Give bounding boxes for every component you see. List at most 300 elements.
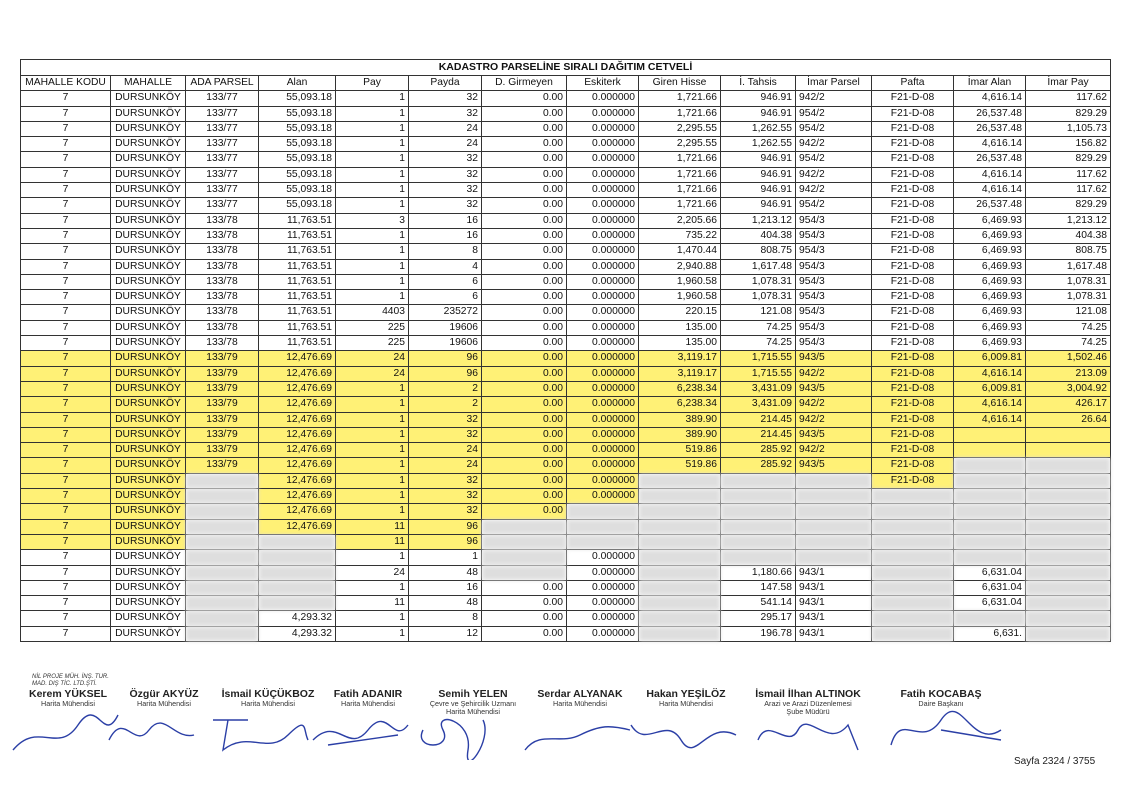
table-cell: 1,262.55 <box>721 137 796 152</box>
table-cell: 235272 <box>409 305 482 320</box>
table-cell: 133/79 <box>186 381 259 396</box>
table-cell: 11 <box>336 519 409 534</box>
table-cell: 4,616.14 <box>954 397 1026 412</box>
table-cell: F21-D-08 <box>872 336 954 351</box>
table-cell: 133/77 <box>186 167 259 182</box>
table-cell: 0.000000 <box>567 351 639 366</box>
table-cell: 1,721.66 <box>639 152 721 167</box>
table-row <box>21 137 1111 152</box>
table-cell <box>1026 626 1111 641</box>
distribution-table-sheet <box>20 59 1107 642</box>
table-cell: 11,763.51 <box>259 213 336 228</box>
table-cell: 6,469.93 <box>954 305 1026 320</box>
table-cell: 0.000000 <box>567 121 639 136</box>
table-cell: 2 <box>409 381 482 396</box>
table-cell: 1,721.66 <box>639 106 721 121</box>
signer-title-2: Şube Müdürü <box>786 707 830 716</box>
table-cell: 133/79 <box>186 412 259 427</box>
table-cell: 24 <box>336 366 409 381</box>
table-cell: 954/3 <box>796 336 872 351</box>
table-cell: 214.45 <box>721 412 796 427</box>
table-cell: 0.000000 <box>567 550 639 565</box>
signer-title: Harita Mühendisi <box>137 699 191 708</box>
distribution-table <box>20 59 1111 642</box>
table-cell: 55,093.18 <box>259 121 336 136</box>
signer-title: Çevre ve Şehircilik Uzmanı <box>429 699 517 708</box>
table-cell: DURSUNKÖY <box>111 351 186 366</box>
table-cell: DURSUNKÖY <box>111 611 186 626</box>
table-cell: 12,476.69 <box>259 504 336 519</box>
table-cell: 2,295.55 <box>639 137 721 152</box>
table-cell: 133/79 <box>186 458 259 473</box>
table-cell <box>954 534 1026 549</box>
firm-name <box>32 674 109 688</box>
table-cell <box>186 596 259 611</box>
table-cell: 0.000000 <box>567 443 639 458</box>
table-cell: 7 <box>21 534 111 549</box>
table-cell: 1,180.66 <box>721 565 796 580</box>
table-cell: 943/1 <box>796 626 872 641</box>
table-cell: 0.00 <box>482 183 567 198</box>
table-cell: F21-D-08 <box>872 198 954 213</box>
table-header-row <box>21 76 1111 91</box>
table-cell: 1,721.66 <box>639 183 721 198</box>
table-cell: F21-D-08 <box>872 381 954 396</box>
table-cell <box>954 458 1026 473</box>
table-cell: 7 <box>21 228 111 243</box>
table-cell: 12,476.69 <box>259 412 336 427</box>
table-cell: 135.00 <box>639 336 721 351</box>
table-cell: F21-D-08 <box>872 106 954 121</box>
table-cell: DURSUNKÖY <box>111 152 186 167</box>
table-cell: 32 <box>409 167 482 182</box>
table-cell: 3,119.17 <box>639 351 721 366</box>
table-cell <box>872 626 954 641</box>
table-cell: 1 <box>336 504 409 519</box>
table-cell: 1 <box>336 611 409 626</box>
table-cell: 1,078.31 <box>1026 274 1111 289</box>
signer-block <box>213 688 323 708</box>
column-header: MAHALLE <box>111 76 186 91</box>
table-cell: 8 <box>409 611 482 626</box>
table-cell: 943/5 <box>796 351 872 366</box>
table-cell: 4,616.14 <box>954 167 1026 182</box>
table-cell: 0.000000 <box>567 305 639 320</box>
table-cell <box>186 565 259 580</box>
table-cell: 1 <box>336 259 409 274</box>
table-cell: 6 <box>409 290 482 305</box>
table-cell: DURSUNKÖY <box>111 626 186 641</box>
table-cell: 7 <box>21 106 111 121</box>
table-cell: DURSUNKÖY <box>111 427 186 442</box>
table-cell: 808.75 <box>1026 244 1111 259</box>
table-cell: F21-D-08 <box>872 351 954 366</box>
table-cell: F21-D-08 <box>872 137 954 152</box>
table-cell: 0.000000 <box>567 137 639 152</box>
table-cell <box>1026 534 1111 549</box>
table-cell <box>186 580 259 595</box>
table-cell <box>796 504 872 519</box>
table-row <box>21 611 1111 626</box>
table-cell: 0.00 <box>482 259 567 274</box>
signature-block <box>18 672 1108 791</box>
table-cell: 2,205.66 <box>639 213 721 228</box>
table-cell: 0.00 <box>482 412 567 427</box>
table-cell: 11,763.51 <box>259 259 336 274</box>
table-cell: 11,763.51 <box>259 228 336 243</box>
signer-title: Harita Mühendisi <box>241 699 295 708</box>
table-cell: 1 <box>336 152 409 167</box>
table-cell: 133/77 <box>186 121 259 136</box>
table-cell <box>639 596 721 611</box>
table-row <box>21 259 1111 274</box>
table-cell: 12,476.69 <box>259 473 336 488</box>
table-cell: DURSUNKÖY <box>111 121 186 136</box>
table-cell: 0.000000 <box>567 152 639 167</box>
table-cell: 32 <box>409 473 482 488</box>
table-cell: 829.29 <box>1026 152 1111 167</box>
table-cell: 0.00 <box>482 351 567 366</box>
table-cell: 943/1 <box>796 596 872 611</box>
table-cell: DURSUNKÖY <box>111 167 186 182</box>
table-cell <box>482 565 567 580</box>
column-header: Pay <box>336 76 409 91</box>
table-cell: 943/5 <box>796 427 872 442</box>
table-cell <box>954 550 1026 565</box>
table-row <box>21 121 1111 136</box>
table-cell: 32 <box>409 152 482 167</box>
table-cell: 0.00 <box>482 198 567 213</box>
table-cell: 1 <box>336 626 409 641</box>
table-cell: 1,470.44 <box>639 244 721 259</box>
table-cell: 0.00 <box>482 167 567 182</box>
table-cell: 954/3 <box>796 259 872 274</box>
table-cell: 6,469.93 <box>954 213 1026 228</box>
table-cell: 24 <box>409 458 482 473</box>
table-row <box>21 183 1111 198</box>
table-cell: 7 <box>21 565 111 580</box>
table-cell: DURSUNKÖY <box>111 596 186 611</box>
table-cell: 55,093.18 <box>259 198 336 213</box>
table-cell: 1,715.55 <box>721 366 796 381</box>
table-cell: 1 <box>336 198 409 213</box>
table-cell: 3,431.09 <box>721 397 796 412</box>
table-cell: 946.91 <box>721 91 796 106</box>
table-row <box>21 596 1111 611</box>
table-cell: DURSUNKÖY <box>111 519 186 534</box>
table-row <box>21 336 1111 351</box>
table-cell: 7 <box>21 137 111 152</box>
table-cell: 214.45 <box>721 427 796 442</box>
table-cell: 6,631. <box>954 626 1026 641</box>
table-cell: 12,476.69 <box>259 397 336 412</box>
table-cell <box>872 489 954 504</box>
table-cell: DURSUNKÖY <box>111 412 186 427</box>
table-cell: 7 <box>21 152 111 167</box>
table-cell: 0.00 <box>482 152 567 167</box>
signer-block <box>13 688 123 708</box>
table-cell: 2 <box>409 397 482 412</box>
table-cell: 4,616.14 <box>954 183 1026 198</box>
table-cell: 11 <box>336 534 409 549</box>
table-cell: 133/77 <box>186 106 259 121</box>
table-cell: 32 <box>409 106 482 121</box>
table-cell: 0.00 <box>482 290 567 305</box>
table-cell: 426.17 <box>1026 397 1111 412</box>
table-cell: 7 <box>21 626 111 641</box>
table-cell: 32 <box>409 183 482 198</box>
table-cell: 1 <box>336 580 409 595</box>
table-cell: 7 <box>21 611 111 626</box>
signer-name: İsmail KÜÇÜKBOZ <box>221 688 315 700</box>
table-cell: 1 <box>336 397 409 412</box>
table-cell: 0.000000 <box>567 397 639 412</box>
table-cell: 7 <box>21 473 111 488</box>
table-body <box>21 91 1111 642</box>
table-cell: 942/2 <box>796 183 872 198</box>
table-row <box>21 534 1111 549</box>
signer-name: Fatih KOCABAŞ <box>900 688 982 700</box>
table-cell: 16 <box>409 213 482 228</box>
table-cell <box>482 550 567 565</box>
table-cell: 32 <box>409 504 482 519</box>
table-cell: 225 <box>336 320 409 335</box>
table-cell: 6 <box>409 274 482 289</box>
table-cell: 4,293.32 <box>259 611 336 626</box>
table-cell: 0.000000 <box>567 381 639 396</box>
table-cell: F21-D-08 <box>872 183 954 198</box>
table-cell: 1,721.66 <box>639 198 721 213</box>
table-cell: 1,213.12 <box>721 213 796 228</box>
table-cell: 11,763.51 <box>259 305 336 320</box>
table-cell: DURSUNKÖY <box>111 504 186 519</box>
table-cell: 121.08 <box>1026 305 1111 320</box>
table-cell: DURSUNKÖY <box>111 244 186 259</box>
table-cell: 133/78 <box>186 336 259 351</box>
table-cell: 6,469.93 <box>954 228 1026 243</box>
table-cell <box>259 534 336 549</box>
table-row <box>21 106 1111 121</box>
table-cell <box>872 580 954 595</box>
table-cell: 954/3 <box>796 320 872 335</box>
table-cell: 225 <box>336 336 409 351</box>
table-cell: 0.000000 <box>567 198 639 213</box>
table-cell: 954/3 <box>796 213 872 228</box>
table-cell <box>186 534 259 549</box>
table-cell <box>567 519 639 534</box>
table-cell <box>186 504 259 519</box>
table-cell: DURSUNKÖY <box>111 305 186 320</box>
table-cell: 11,763.51 <box>259 244 336 259</box>
table-cell: 6,469.93 <box>954 274 1026 289</box>
table-cell: 942/2 <box>796 137 872 152</box>
table-cell: 3 <box>336 213 409 228</box>
table-cell: 0.00 <box>482 443 567 458</box>
table-cell: DURSUNKÖY <box>111 534 186 549</box>
table-row <box>21 351 1111 366</box>
table-cell: 117.62 <box>1026 183 1111 198</box>
table-cell: 12,476.69 <box>259 443 336 458</box>
table-cell: 7 <box>21 580 111 595</box>
table-cell: DURSUNKÖY <box>111 366 186 381</box>
table-cell: 1 <box>336 244 409 259</box>
column-header: D. Girmeyen <box>482 76 567 91</box>
table-cell: 74.25 <box>721 336 796 351</box>
table-cell <box>872 504 954 519</box>
table-cell <box>954 473 1026 488</box>
column-header: İmar Pay <box>1026 76 1111 91</box>
table-cell <box>639 534 721 549</box>
table-cell: 7 <box>21 504 111 519</box>
column-header: MAHALLE KODU <box>21 76 111 91</box>
table-cell: 954/2 <box>796 152 872 167</box>
table-cell: 133/79 <box>186 427 259 442</box>
table-cell: 1,721.66 <box>639 167 721 182</box>
table-cell: 6,631.04 <box>954 565 1026 580</box>
table-cell: 4,616.14 <box>954 137 1026 152</box>
table-cell: 55,093.18 <box>259 91 336 106</box>
table-cell: 1 <box>336 137 409 152</box>
table-cell <box>639 626 721 641</box>
table-cell <box>1026 458 1111 473</box>
table-cell: 0.000000 <box>567 290 639 305</box>
table-cell: 404.38 <box>1026 228 1111 243</box>
table-cell: 943/5 <box>796 458 872 473</box>
table-cell <box>259 580 336 595</box>
signer-title: Harita Mühendisi <box>659 699 713 708</box>
table-cell <box>872 519 954 534</box>
table-cell: 829.29 <box>1026 106 1111 121</box>
table-cell: 7 <box>21 397 111 412</box>
table-cell: 1,213.12 <box>1026 213 1111 228</box>
table-row <box>21 412 1111 427</box>
table-cell: 0.000000 <box>567 167 639 182</box>
table-cell: 32 <box>409 489 482 504</box>
table-cell: DURSUNKÖY <box>111 565 186 580</box>
table-cell <box>567 534 639 549</box>
table-row <box>21 381 1111 396</box>
page-number: Sayfa 2324 / 3755 <box>1014 756 1096 767</box>
table-cell <box>186 519 259 534</box>
table-cell: 0.00 <box>482 228 567 243</box>
table-cell: 295.17 <box>721 611 796 626</box>
signer-block <box>525 688 635 708</box>
table-cell: 24 <box>336 565 409 580</box>
table-cell: F21-D-08 <box>872 121 954 136</box>
table-cell: 6,631.04 <box>954 596 1026 611</box>
table-row <box>21 91 1111 106</box>
table-cell: 7 <box>21 366 111 381</box>
table-cell: 942/2 <box>796 91 872 106</box>
table-cell: 1,960.58 <box>639 290 721 305</box>
table-cell: 6,238.34 <box>639 381 721 396</box>
table-cell: 121.08 <box>721 305 796 320</box>
table-cell: 48 <box>409 565 482 580</box>
column-header: Alan <box>259 76 336 91</box>
table-cell: 0.000000 <box>567 336 639 351</box>
table-cell: 943/1 <box>796 580 872 595</box>
table-cell: 0.00 <box>482 366 567 381</box>
table-cell: 55,093.18 <box>259 137 336 152</box>
table-row <box>21 580 1111 595</box>
table-cell: 0.000000 <box>567 427 639 442</box>
table-cell: F21-D-08 <box>872 305 954 320</box>
table-cell: 12,476.69 <box>259 366 336 381</box>
signer-block <box>886 688 996 708</box>
table-cell <box>639 519 721 534</box>
signer-name: Kerem YÜKSEL <box>28 688 107 700</box>
signer-name: Semih YELEN <box>438 688 508 700</box>
table-cell: DURSUNKÖY <box>111 106 186 121</box>
table-cell <box>186 473 259 488</box>
firm-line-1: NİL PROJE MÜH. İNŞ. TUR. <box>32 674 109 680</box>
table-cell: 285.92 <box>721 458 796 473</box>
table-cell <box>1026 611 1111 626</box>
table-cell: DURSUNKÖY <box>111 550 186 565</box>
table-cell <box>482 519 567 534</box>
table-cell: 7 <box>21 458 111 473</box>
table-cell: DURSUNKÖY <box>111 443 186 458</box>
table-cell: 213.09 <box>1026 366 1111 381</box>
table-cell: 96 <box>409 519 482 534</box>
table-cell: 12 <box>409 626 482 641</box>
table-cell: 26,537.48 <box>954 198 1026 213</box>
table-cell: 11,763.51 <box>259 274 336 289</box>
table-cell: 6,009.81 <box>954 381 1026 396</box>
table-cell <box>954 489 1026 504</box>
firm-line-2: MAD. DIŞ TİC. LTD.ŞTİ. <box>32 681 97 687</box>
table-cell <box>567 504 639 519</box>
table-cell: 133/79 <box>186 443 259 458</box>
table-cell: F21-D-08 <box>872 228 954 243</box>
table-cell: 32 <box>409 91 482 106</box>
table-cell: 16 <box>409 228 482 243</box>
table-cell: 0.00 <box>482 121 567 136</box>
table-cell: DURSUNKÖY <box>111 336 186 351</box>
table-cell <box>259 596 336 611</box>
table-cell: 1,715.55 <box>721 351 796 366</box>
table-cell: 1 <box>336 473 409 488</box>
table-cell: 7 <box>21 305 111 320</box>
table-cell: 0.000000 <box>567 580 639 595</box>
table-cell: 7 <box>21 550 111 565</box>
table-cell <box>721 519 796 534</box>
table-cell: 0.00 <box>482 626 567 641</box>
table-cell: 0.00 <box>482 427 567 442</box>
table-cell: 4403 <box>336 305 409 320</box>
table-cell: 943/5 <box>796 381 872 396</box>
table-cell: 0.000000 <box>567 596 639 611</box>
table-cell <box>721 473 796 488</box>
table-cell <box>639 489 721 504</box>
table-cell: 19606 <box>409 320 482 335</box>
table-cell: 0.00 <box>482 489 567 504</box>
table-cell: 735.22 <box>639 228 721 243</box>
table-cell: 7 <box>21 259 111 274</box>
table-cell: 0.000000 <box>567 320 639 335</box>
table-cell <box>186 489 259 504</box>
table-cell: F21-D-08 <box>872 366 954 381</box>
table-row <box>21 489 1111 504</box>
table-cell: 6,469.93 <box>954 320 1026 335</box>
table-cell: 946.91 <box>721 198 796 213</box>
column-header: İmar Alan <box>954 76 1026 91</box>
table-cell <box>872 550 954 565</box>
table-cell <box>721 534 796 549</box>
table-cell: 1 <box>336 183 409 198</box>
table-cell: 3,431.09 <box>721 381 796 396</box>
table-cell: 7 <box>21 489 111 504</box>
